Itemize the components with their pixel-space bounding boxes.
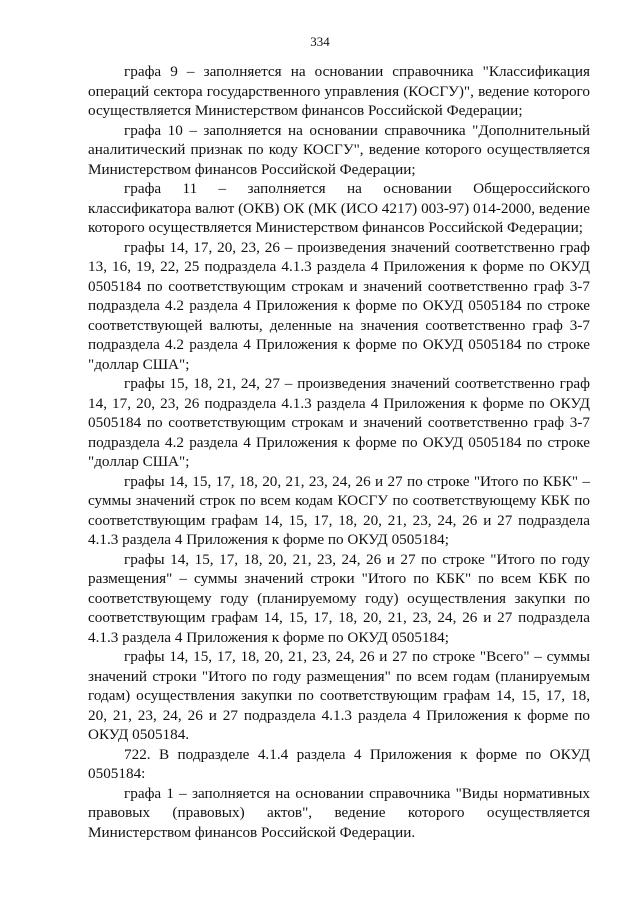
paragraph-grafy-14-17-20-23-26: графы 14, 17, 20, 23, 26 – произведения значений соответственно граф 13, 16, 19, 22, 25 подраздела 4.1.3 раздела 4 Приложения к форме по ОКУД 0505184 по соответствующим строкам и значений соответственно граф 3-7 подраздела 4.2 раздела 4 Приложения к форме по ОКУД 0505184 по строке соответствующей валюты, деленные на значения соответственно граф 3-7 подраздела 4.2 раздела 4 Приложения к форме по ОКУД 0505184 по строке "доллар США";: [88, 238, 590, 373]
paragraph-vsego: графы 14, 15, 17, 18, 20, 21, 23, 24, 26 и 27 по строке "Всего" – суммы значений строки "Итого по году размещения" по всем годам (планируемым годам) осуществления закупки по соответствующим графам 14, 15, 17, 18, 20, 21, 23, 24, 26 и 27 подраздела 4.1.3 раздела 4 Приложения к форме по ОКУД 0505184.: [88, 648, 590, 743]
paragraph-grafa-10: графа 10 – заполняется на основании справочника "Дополнительный аналитический признак по коду КОСГУ", ведение которого осуществляется Министерством финансов Российской Федерации;: [88, 121, 590, 178]
paragraph-722: 722. В подразделе 4.1.4 раздела 4 Приложения к форме по ОКУД 0505184:: [88, 745, 590, 782]
document-body: [88, 62, 590, 842]
paragraph-grafy-15-18-21-24-27: графы 15, 18, 21, 24, 27 – произведения значений соответственно граф 14, 17, 20, 23, 26 подраздела 4.1.3 раздела 4 Приложения к форме по ОКУД 0505184 по соответствующим строкам и значений соответственно граф 3-7 подраздела 4.2 раздела 4 Приложения к форме по ОКУД 0505184 по строке "доллар США";: [88, 375, 590, 470]
paragraph-itogo-po-godu: графы 14, 15, 17, 18, 20, 21, 23, 24, 26 и 27 по строке "Итого по году размещения" – суммы значений строки "Итого по КБК" по всем КБК по соответствующему году (планируемому году) осуществления закупки по соответствующим графам 14, 15, 17, 18, 20, 21, 23, 24, 26 и 27 подраздела 4.1.3 раздела 4 Приложения к форме по ОКУД 0505184;: [88, 550, 590, 646]
paragraph-grafa-9: графа 9 – заполняется на основании справочника "Классификация операций сектора государственного управления (КОСГУ)", ведение которого осуществляется Министерством финансов Российской Федерации;: [88, 63, 590, 119]
paragraph-grafa-11: графа 11 – заполняется на основании Общероссийского классификатора валют (ОКВ) ОК (МК (ИСО 4217) 003-97) 014-2000, ведение которого осуществляется Министерством финансов Российской Федерации;: [88, 180, 590, 236]
paragraph-grafa-1: графа 1 – заполняется на основании справочника "Виды нормативных правовых (правовых) актов", ведение которого осуществляется Министерством финансов Российской Федерации.: [88, 784, 590, 841]
page-number: 334: [310, 34, 330, 49]
paragraph-itogo-po-kbk: графы 14, 15, 17, 18, 20, 21, 23, 24, 26 и 27 по строке "Итого по КБК" – суммы значений строк по всем кодам КОСГУ по соответствующему КБК по соответствующим графам 14, 15, 17, 18, 20, 21, 23, 24, 26 и 27 подраздела 4.1.3 раздела 4 Приложения к форме по ОКУД 0505184;: [88, 472, 590, 548]
